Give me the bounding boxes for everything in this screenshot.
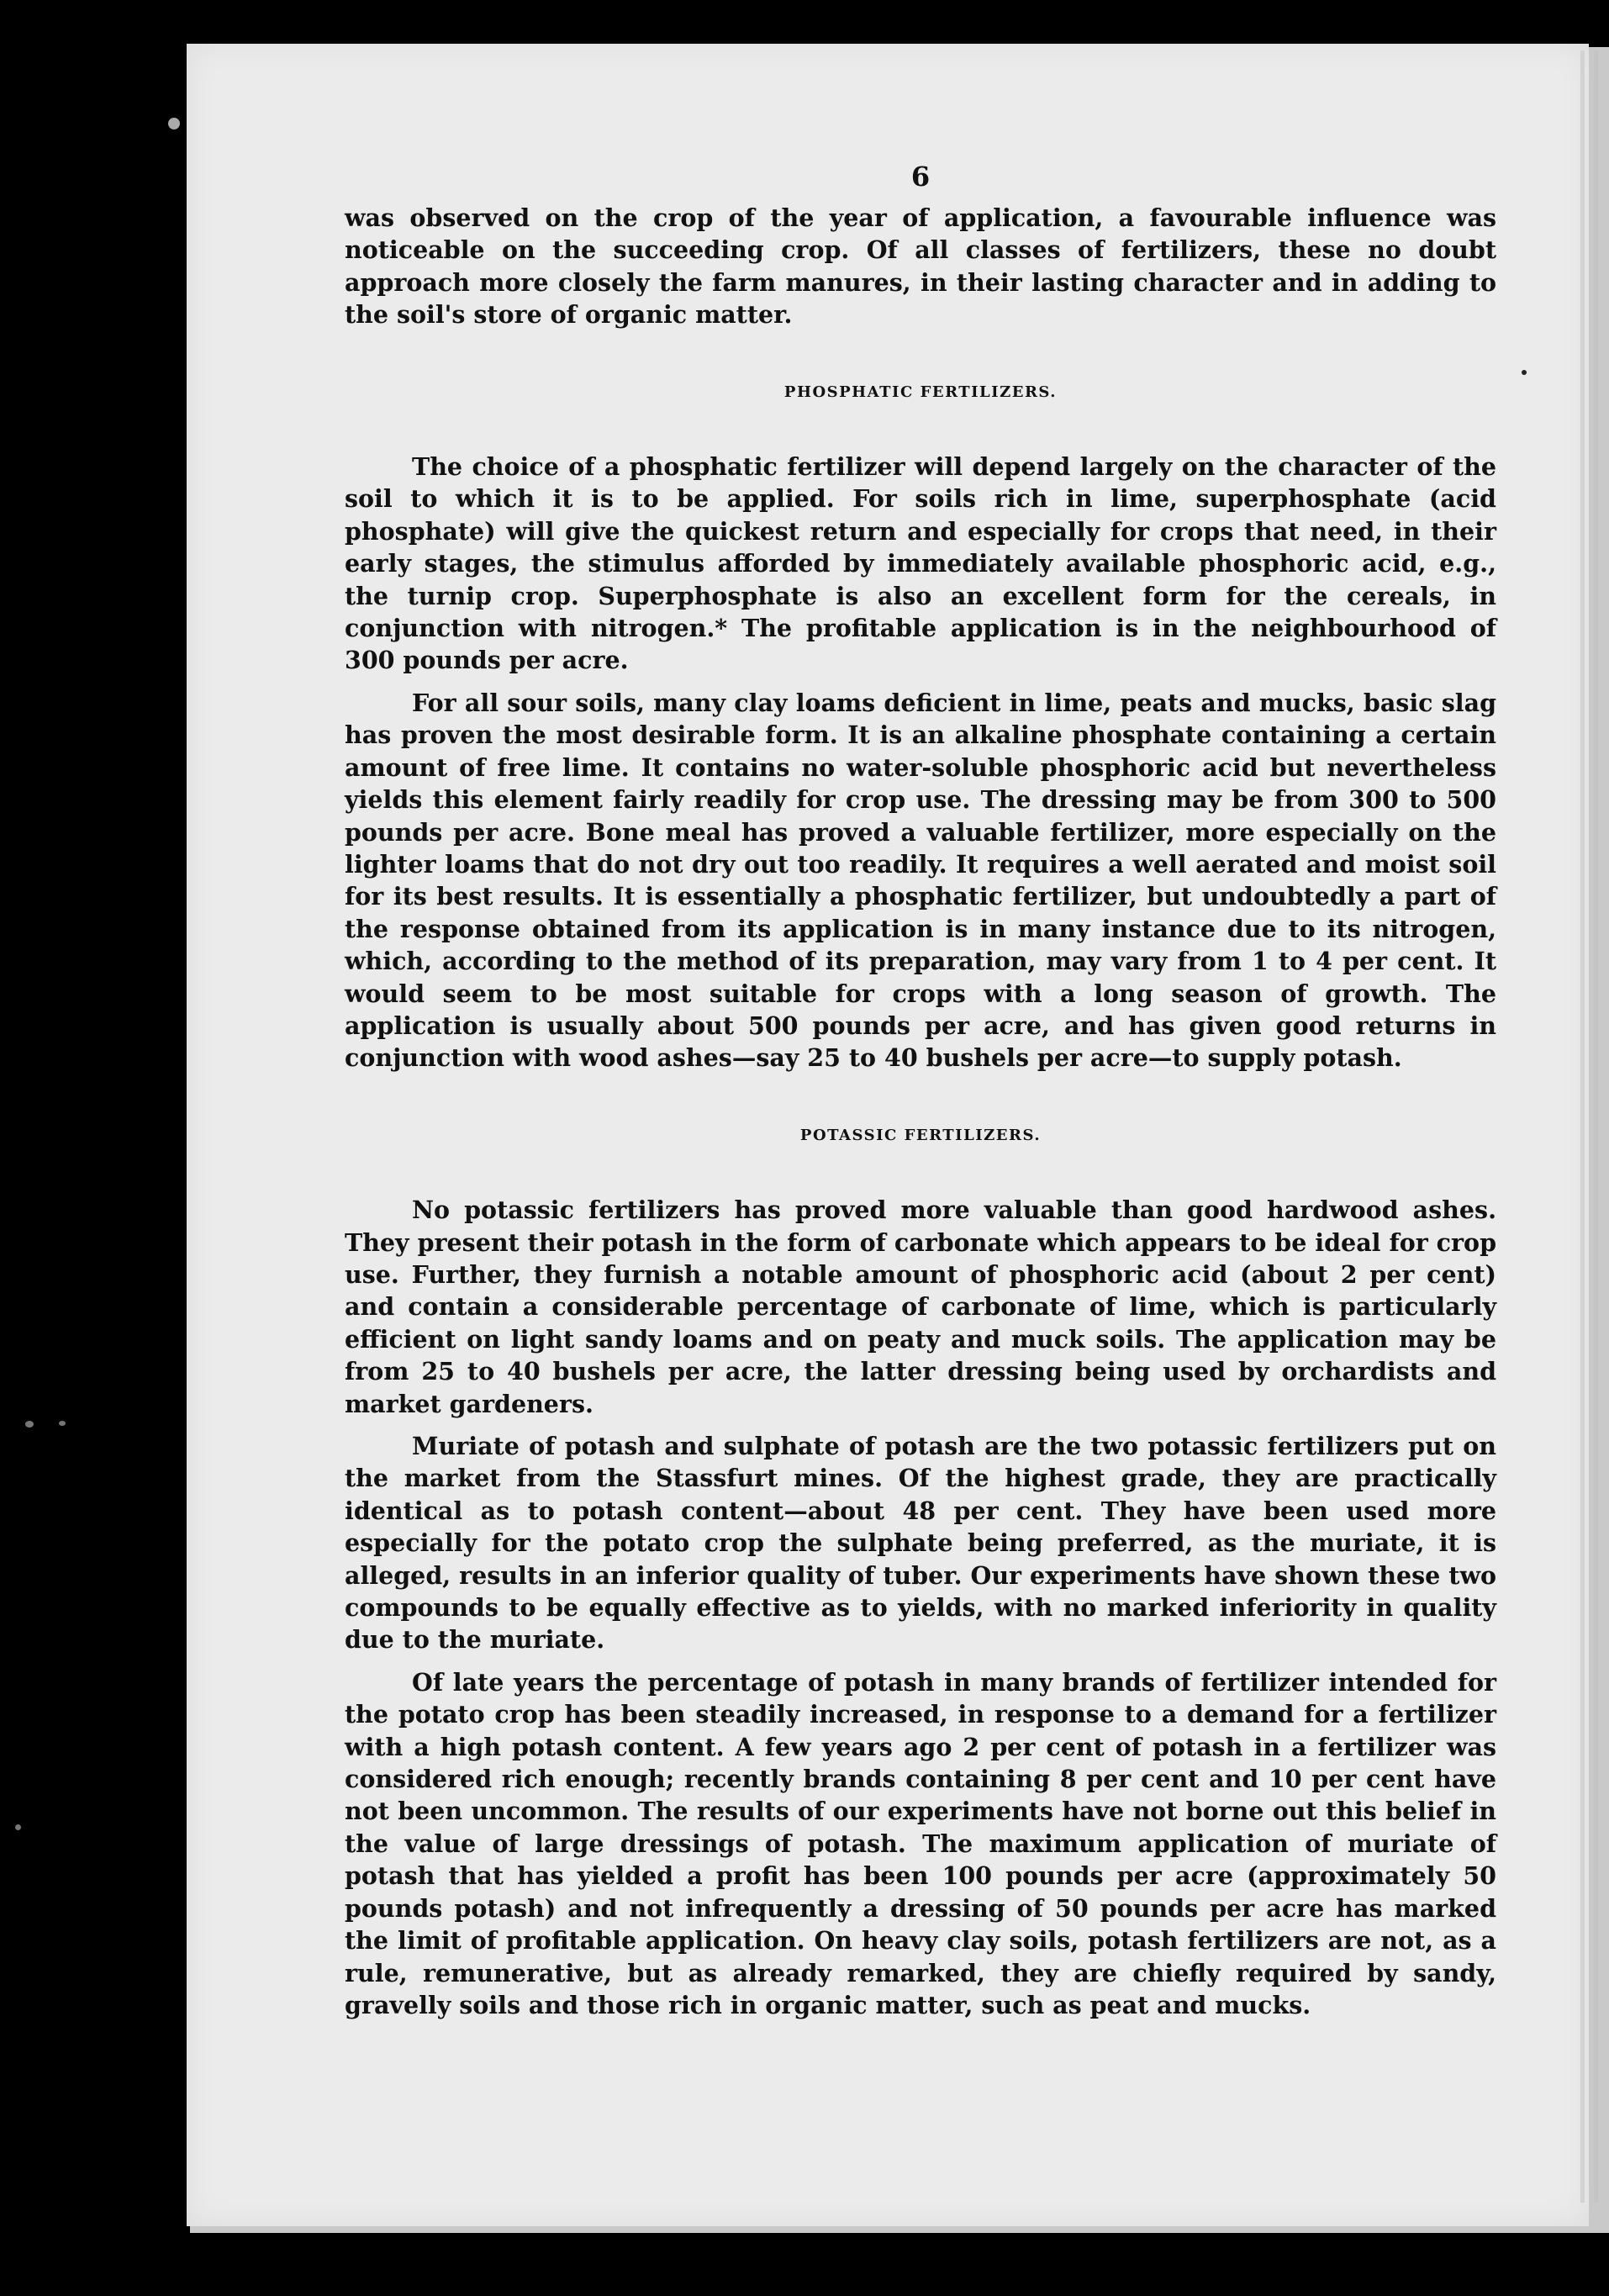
- paragraph: For all sour soils, many clay loams deficient in lime, peats and mucks, basic slag has proven the most desirable form. It is an alkaline phosphate containing a certain amount of free lime. It contains no water-soluble phosphoric acid but nevertheless yields this element fairly readily for crop use. The dressing may be from 300 to 500 pounds per acre. Bone meal has proved a valuable fertilizer, more especially on the lighter loams that do not dry out too readily. It requires a well aerated and moist soil for its best results. It is essentially a phosphatic fertilizer, but undoubtedly a part of the response obtained from its application is in many instance due to its nitrogen, which, according to the method of its preparation, may vary from 1 to 4 per cent. It would seem to be most suitable for crops with a long season of growth. The application is usually about 500 pounds per acre, and has given good returns in conjunction with wood ashes—say 25 to 40 bushels per acre—to supply potash.: [345, 688, 1496, 1073]
- section-heading-potassic: POTASSIC FERTILIZERS.: [799, 1126, 1042, 1144]
- paragraph: Of late years the percentage of potash in many brands of fertilizer intended for the potato crop has been steadily increased, in response to a demand for a fertilizer with a high potash content. A few years ago 2 per cent of potash in a fertilizer was considered rich enough; recently brands containing 8 per cent and 10 per cent have not been uncommon. The results of our experiments have not borne out this belief in the value of large dressings of potash. The maximum application of muriate of potash that has yielded a profit has been 100 pounds per acre (approximately 50 pounds potash) and not infrequently a dressing of 50 pounds per acre has marked the limit of profitable application. On heavy clay soils, potash fertilizers are not, as a rule, remunerative, but as already remarked, they are chiefly required by sandy, gravelly soils and those rich in organic matter, such as peat and mucks.: [345, 1667, 1496, 2019]
- paragraph: The choice of a phosphatic fertilizer will depend largely on the character of the soil to which it is to be applied. For soils rich in lime, superphosphate (acid phosphate) will give the quickest return and especially for crops that need, in their early stages, the stimulus afforded by immediately available phosphoric acid, e.g., the turnip crop. Superphosphate is also an excellent form for the cereals, in conjunction with nitrogen.* The profitable application is in the neighbourhood of 300 pounds per acre.: [345, 452, 1496, 675]
- paragraph: No potassic fertilizers has proved more valuable than good hardwood ashes. They present their potash in the form of carbonate which appears to be ideal for crop use. Further, they furnish a notable amount of phosphoric acid (about 2 per cent) and contain a considerable percentage of carbonate of lime, which is particularly efficient on light sandy loams and on peaty and muck soils. The application may be from 25 to 40 bushels per acre, the latter dressing being used by orchardists and market gardeners.: [345, 1196, 1496, 1418]
- document-body: [345, 160, 1496, 2021]
- page-edge: [1594, 50, 1598, 2203]
- scan-speck: [168, 118, 180, 129]
- section-heading-phosphatic: PHOSPHATIC FERTILIZERS.: [783, 383, 1058, 401]
- page-edge: [1580, 50, 1585, 2203]
- intro-paragraph: was observed on the crop of the year of application, a favourable influence was noticeable on the succeeding crop. Of all classes of fertilizers, these no doubt approach more closely the farm manures, in their lasting character and in adding to the soil's store of organic matter.: [345, 203, 1496, 330]
- page-number: 6: [910, 161, 931, 193]
- scan-speck: [1522, 370, 1527, 375]
- scan-speck: [59, 1421, 66, 1426]
- scan-speck: [25, 1421, 34, 1428]
- scan-speck: [15, 1824, 21, 1830]
- paragraph: Muriate of potash and sulphate of potash are the two potassic fertilizers put on the market from the Stassfurt mines. Of the highest grade, they are practically identical as to potash content—about 48 per cent. They have been used more especially for the potato crop the sulphate being preferred, as the muriate, it is alleged, results in an inferior quality of tuber. Our experiments have shown these two compounds to be equally effective as to yields, with no marked inferiority in quality due to the muriate.: [345, 1432, 1496, 1655]
